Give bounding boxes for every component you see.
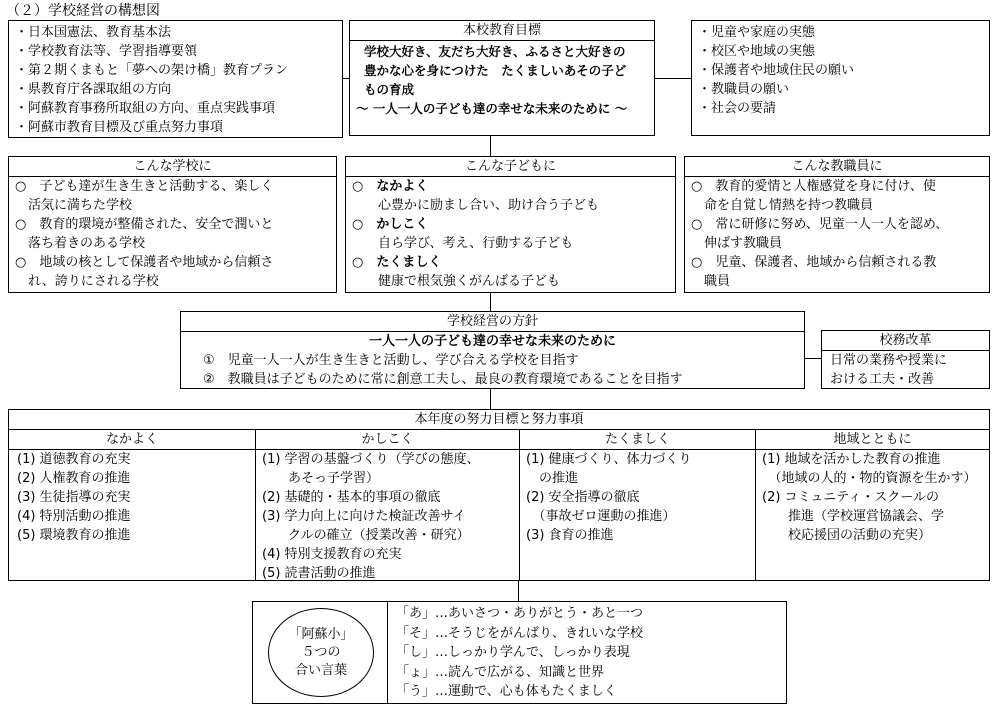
yearly-goals-box [8,409,990,581]
school-goal-line: 豊かな心を身につけた たくましいあその子ど [364,63,627,78]
goal-item: (1) 健康づくり、体力づくり [526,452,692,467]
basis-item: ・阿蘇市教育目標及び重点努力事項 [15,120,224,135]
management-policy-item: ① 児童一人一人が生き生きと活動し、学び合える学校を目指す [203,353,579,368]
goal-column-nakayoku [9,430,255,580]
goal-item: の推進 [526,471,579,486]
goal-item: (2) 人権教育の推進 [17,471,131,486]
ideal-school-line: れ、誇りにされる学校 [15,274,159,289]
goal-item: (3) 食育の推進 [526,528,614,543]
connector-reform [805,358,821,359]
goal-item: クルの確立（授業改善・研究） [262,528,470,543]
goal-item: (1) 地域を活かした教育の推進 [762,452,941,467]
goal-item: (1) 道徳教育の充実 [17,452,131,467]
management-policy-item: ② 教職員は子どものために常に創意工夫し、最良の教育環境であることを目指す [203,372,683,387]
connector-goal-down [490,136,491,156]
five-words-line: 「そ」…そうじをがんばり、きれいな学校 [396,625,644,641]
ideal-staff-line: ○ 常に研修に努め、児童一人一人を認め、 [691,217,949,232]
basis-item: ・学校教育法等、学習指導要領 [15,44,198,59]
basis-item: ・阿蘇教育事務所取組の方向、重点実践事項 [15,101,276,116]
work-reform-line: 日常の業務や授業に [830,353,948,368]
basis-list-box [8,20,343,138]
school-goal-motto: ～ 一人一人の子ども達の幸せな未来のために ～ [356,101,628,116]
goal-item: (4) 特別活動の推進 [17,509,131,524]
ideal-staff-line: ○ 教育的愛情と人権感覚を身に付け、使 [691,179,936,194]
connector-goals-down [518,581,519,601]
goal-item: (4) 特別支援教育の充実 [262,547,402,562]
connector-child-down [490,290,491,311]
management-policy-motto: 一人一人の子ども達の幸せな未来のために [368,334,616,349]
ideal-school-box [8,156,337,293]
basis-item: ・県教育庁各課取組の方向 [15,82,172,97]
school-goal-title: 本校教育目標 [350,21,654,41]
goal-column-header: かしこく [256,430,519,450]
ideal-staff-line: 命を自覚し情熱を持つ教職員 [691,198,874,213]
work-reform-line: おける工夫・改善 [830,372,935,387]
goal-item: (2) コミュニティ・スクールの [762,490,939,505]
goal-item: 推進（学校運営協議会、学 [762,509,945,524]
basis-item: ・第２期くまもと「夢への架け橋」教育プラン [15,63,289,78]
ideal-child-box [345,156,676,293]
ideal-child-desc: 自ら学び、考え、行動する子ども [352,236,574,251]
goal-column-header: 地域とともに [756,430,989,450]
ideal-child-desc: 心豊かに励まし合い、助け合う子ども [352,198,600,213]
management-policy-title: 学校経営の方針 [181,312,804,332]
five-words-badge-line: 合い言葉 [294,662,347,678]
basis-item: ・日本国憲法、教育基本法 [15,25,172,40]
context-item: ・保護者や地域住民の願い [698,63,855,78]
ideal-school-line: ○ 教育的環境が整備された、安全で潤いと [15,217,274,232]
connector-top-right [655,78,691,79]
ideal-child-desc: 健康で根気強くがんばる子ども [352,274,561,289]
goal-item: (2) 安全指導の徹底 [526,490,640,505]
goal-column-kashikoku [255,430,519,580]
ideal-school-line: ○ 子ども達が生き生きと活動する、楽しく [15,179,274,194]
ideal-school-line: ○ 地域の核として保護者や地域から信頼さ [15,255,274,270]
yearly-goals-title: 本年度の努力目標と努力事項 [9,410,989,430]
goal-item: （地域の人的・物的資源を生かす） [762,471,977,486]
ideal-staff-title: こんな教職員に [685,157,989,177]
goal-item: (2) 基礎的・基本的事項の徹底 [262,490,441,505]
goal-item: (3) 生徒指導の充実 [17,490,131,505]
five-words-line: 「あ」…あいさつ・ありがとう・あと一つ [396,606,644,621]
context-item: ・校区や地域の実態 [698,44,816,59]
goal-item: 校応援団の活動の充実） [762,528,932,543]
ideal-staff-box [684,156,990,293]
goal-item: (1) 学習の基盤づくり（学びの態度、 [262,452,480,467]
ideal-staff-line: 伸ばす教職員 [691,236,783,251]
work-reform-box [821,330,990,389]
ideal-staff-line: ○ 児童、保護者、地域から信頼される教 [691,255,937,270]
ideal-school-line: 落ち着きのある学校 [15,236,146,251]
ideal-child-title: こんな子どもに [346,157,675,177]
five-words-badge-line: 「阿蘇小」 [288,626,354,642]
ideal-school-title: こんな学校に [9,157,336,177]
goal-item: (3) 学力向上に向けた検証改善サイ [262,509,466,524]
section-title: （２）学校経営の構想図 [6,3,160,19]
school-goal-line: もの育成 [364,82,415,97]
goal-column-header: なかよく [9,430,255,450]
context-list-box [691,20,990,136]
goal-column-takumashiku [519,430,755,580]
context-item: ・社会の要請 [698,101,777,116]
ideal-child-head: ○ たくましく [352,255,442,270]
work-reform-title: 校務改革 [822,331,989,351]
goal-item: （事故ゼロ運動の推進） [526,509,676,524]
goal-column-community [755,430,989,580]
five-words-line: 「し」…しっかり学んで、しっかり表現 [396,645,630,660]
five-words-line: 「ょ」…読んで広がる、知識と世界 [396,664,605,680]
context-item: ・児童や家庭の実態 [698,25,816,40]
five-words-box [252,601,787,704]
goal-column-header: たくましく [520,430,755,450]
school-goal-box [349,20,655,136]
school-goal-line: 学校大好き、友だち大好き、ふるさと大好きの [364,44,626,59]
goal-item: (5) 環境教育の推進 [17,528,131,543]
ideal-school-line: 活気に満ちた学校 [15,198,133,213]
context-item: ・教職員の願い [698,82,790,97]
five-words-divider [387,602,388,703]
goal-item: あそっ子学習） [262,471,380,486]
goal-item: (5) 読書活動の推進 [262,566,376,581]
management-policy-box [180,311,805,389]
ideal-child-head: ○ かしこく [352,217,429,232]
five-words-badge [268,608,374,697]
connector-policy-down [490,389,491,409]
five-words-badge-line: ５つの [301,644,341,660]
ideal-staff-line: 職員 [691,274,731,289]
ideal-child-head: ○ なかよく [352,179,429,194]
five-words-line: 「う」…運動で、心も体もたくましく [396,684,617,699]
